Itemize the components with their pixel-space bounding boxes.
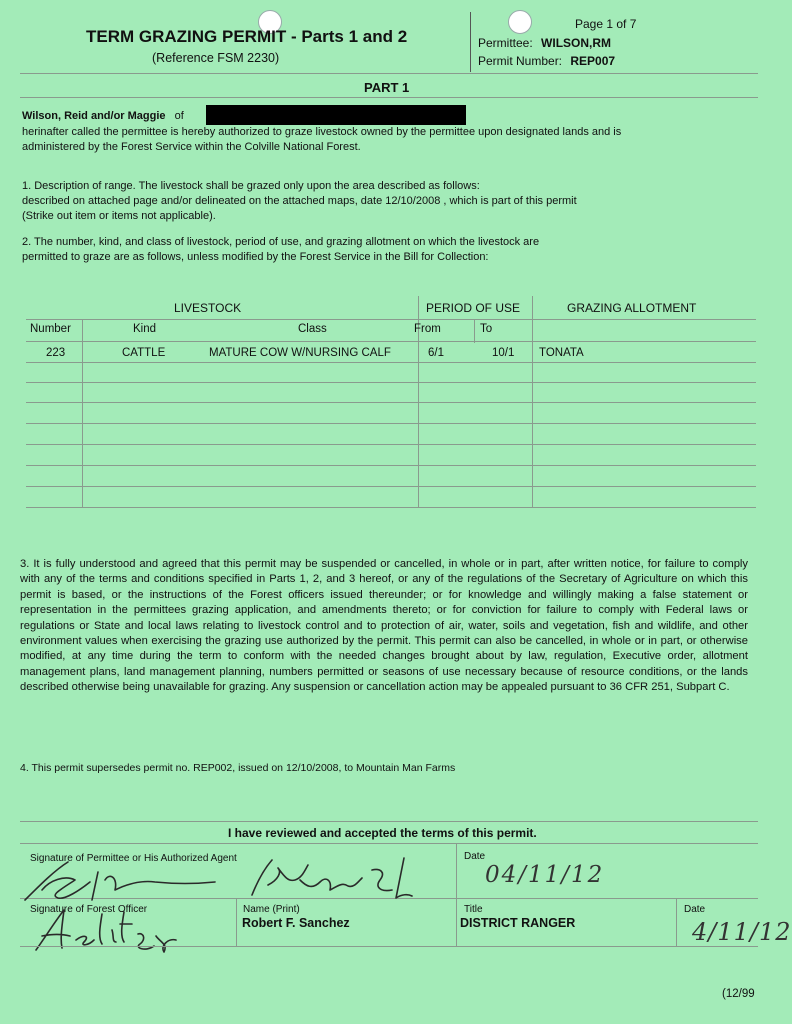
table-group-rule — [26, 319, 756, 320]
date2-label: Date — [684, 904, 706, 915]
signature-bottom-rule — [20, 946, 758, 947]
col-class: Class — [298, 323, 327, 335]
form-version: (12/99 — [722, 988, 755, 1000]
col-number: Number — [30, 323, 71, 335]
acceptance-rule — [20, 843, 758, 844]
col-divider-1 — [82, 319, 83, 507]
page-number: Page 1 of 7 — [575, 17, 637, 31]
cell-allotment: TONATA — [539, 347, 584, 359]
sig-divider-4 — [676, 898, 677, 946]
acceptance-statement: I have reviewed and accepted the terms of this permit. — [228, 826, 537, 840]
intro-line-1: herinafter called the permittee is hereby authorized to graze livestock owned by the permittee upon designated lands and is — [22, 126, 622, 138]
officer-title: DISTRICT RANGER — [460, 916, 576, 930]
sig-divider-2 — [236, 898, 237, 946]
col-divider-3 — [474, 319, 475, 343]
item4-text: 4. This permit supersedes permit no. REP002, issued on 12/10/2008, to Mountain Man Farms — [20, 762, 456, 774]
sig-divider-1 — [456, 843, 457, 898]
col-from: From — [414, 323, 441, 335]
punch-hole-right — [508, 10, 532, 34]
intro-of: of — [174, 110, 184, 122]
table-header-rule — [26, 341, 756, 342]
title-label: Title — [464, 904, 483, 915]
group-allotment: GRAZING ALLOTMENT — [567, 301, 697, 315]
table-row-rule-2 — [26, 382, 756, 383]
group-period: PERIOD OF USE — [426, 301, 521, 315]
item3-paragraph: 3. It is fully understood and agreed that this permit may be suspended or cancelled, in whole or in part, after written notice, for failure to comply with any of the terms and conditions specified in Parts 1, 2, and 3 hereof, or any of the regulations of the Secretary of Agriculture on which this permit is based, or the instructions of the Forest officers issued thereunder; or for knowledge and willingly making a false statement or representation in the permittees grazing application, and amendments thereto; or for conviction for failure to comply with Federal laws or regulations or State and local laws relating to livestock control and to protection of air, water, soils and vegetation, fish and wildlife, and other environment values when exercising the grazing use authorized by the permit. This permit can also be cancelled, in whole or in part, or otherwise modified, at any time during the term to conform with the needed changes brought about by law, regulation, Executive order, allotment management plans, land management planning, numbers permitted or seasons of use necessary because of resource conditions, or the lands described otherwise being unavailable for grazing. Any suspension or cancellation action may be appealed pursuant to 36 CFR 251, Subpart C. — [20, 558, 748, 694]
permittee-signature — [20, 850, 440, 910]
date2-value-handwritten: 4/11/12 — [692, 918, 792, 946]
item1-line-1: 1. Description of range. The livestock shall be grazed only upon the area described as follows: — [22, 180, 480, 192]
col-to: To — [480, 323, 493, 335]
cell-kind: CATTLE — [122, 347, 166, 359]
permittee-value: WILSON,RM — [541, 36, 612, 50]
redaction-box — [206, 105, 466, 125]
acceptance-top-rule — [20, 821, 758, 822]
intro-line-2: administered by the Forest Service within the Colville National Forest. — [22, 141, 361, 153]
table-row-rule-3 — [26, 402, 756, 403]
forest-officer-signature-label: Signature of Forest Officer — [30, 904, 148, 915]
permittee-name: Wilson, Reid and/or Maggie — [22, 110, 166, 122]
sig-divider-3 — [456, 898, 457, 946]
header-rule — [20, 73, 758, 74]
header-divider — [470, 12, 471, 72]
form-reference: (Reference FSM 2230) — [152, 51, 280, 65]
group-livestock: LIVESTOCK — [174, 301, 242, 315]
permittee-signature-label: Signature of Permittee or His Authorized Agent — [30, 853, 237, 864]
item2-line-2: permitted to graze are as follows, unless modified by the Forest Service in the Bill for Collection: — [22, 251, 489, 263]
form-title: TERM GRAZING PERMIT - Parts 1 and 2 — [86, 27, 408, 46]
col-divider-4 — [532, 296, 533, 507]
part-title: PART 1 — [364, 80, 410, 95]
part-rule — [20, 97, 758, 98]
cell-from: 6/1 — [428, 347, 444, 359]
table-row-rule-1 — [26, 362, 756, 363]
table-row-rule-6 — [26, 465, 756, 466]
permit-number-row — [478, 54, 615, 68]
cell-to: 10/1 — [492, 347, 515, 359]
table-row-rule-5 — [26, 444, 756, 445]
table-bottom-rule — [26, 507, 756, 508]
forest-officer-signature — [28, 906, 198, 956]
permittee-label: Permittee: — [478, 36, 533, 50]
item1-line-2: described on attached page and/or delineated on the attached maps, date 12/10/2008 , which is part of this permit — [22, 195, 577, 207]
permit-number-label: Permit Number: — [478, 54, 563, 68]
col-kind: Kind — [133, 323, 157, 335]
intro-name-line — [22, 109, 184, 124]
officer-name: Robert F. Sanchez — [242, 916, 350, 930]
table-row-rule-7 — [26, 486, 756, 487]
item2-line-1: 2. The number, kind, and class of livestock, period of use, and grazing allotment on which the livestock are — [22, 236, 540, 248]
permit-number-value: REP007 — [570, 54, 616, 68]
table-row-rule-4 — [26, 423, 756, 424]
cell-class: MATURE COW W/NURSING CALF — [209, 347, 391, 359]
name-print-label: Name (Print) — [243, 904, 300, 915]
item1-line-3: (Strike out item or items not applicable). — [22, 210, 216, 222]
permittee-row — [478, 36, 611, 50]
date-value-handwritten: 04/11/12 — [485, 862, 605, 888]
cell-number: 223 — [46, 347, 66, 359]
date-label: Date — [464, 851, 486, 862]
